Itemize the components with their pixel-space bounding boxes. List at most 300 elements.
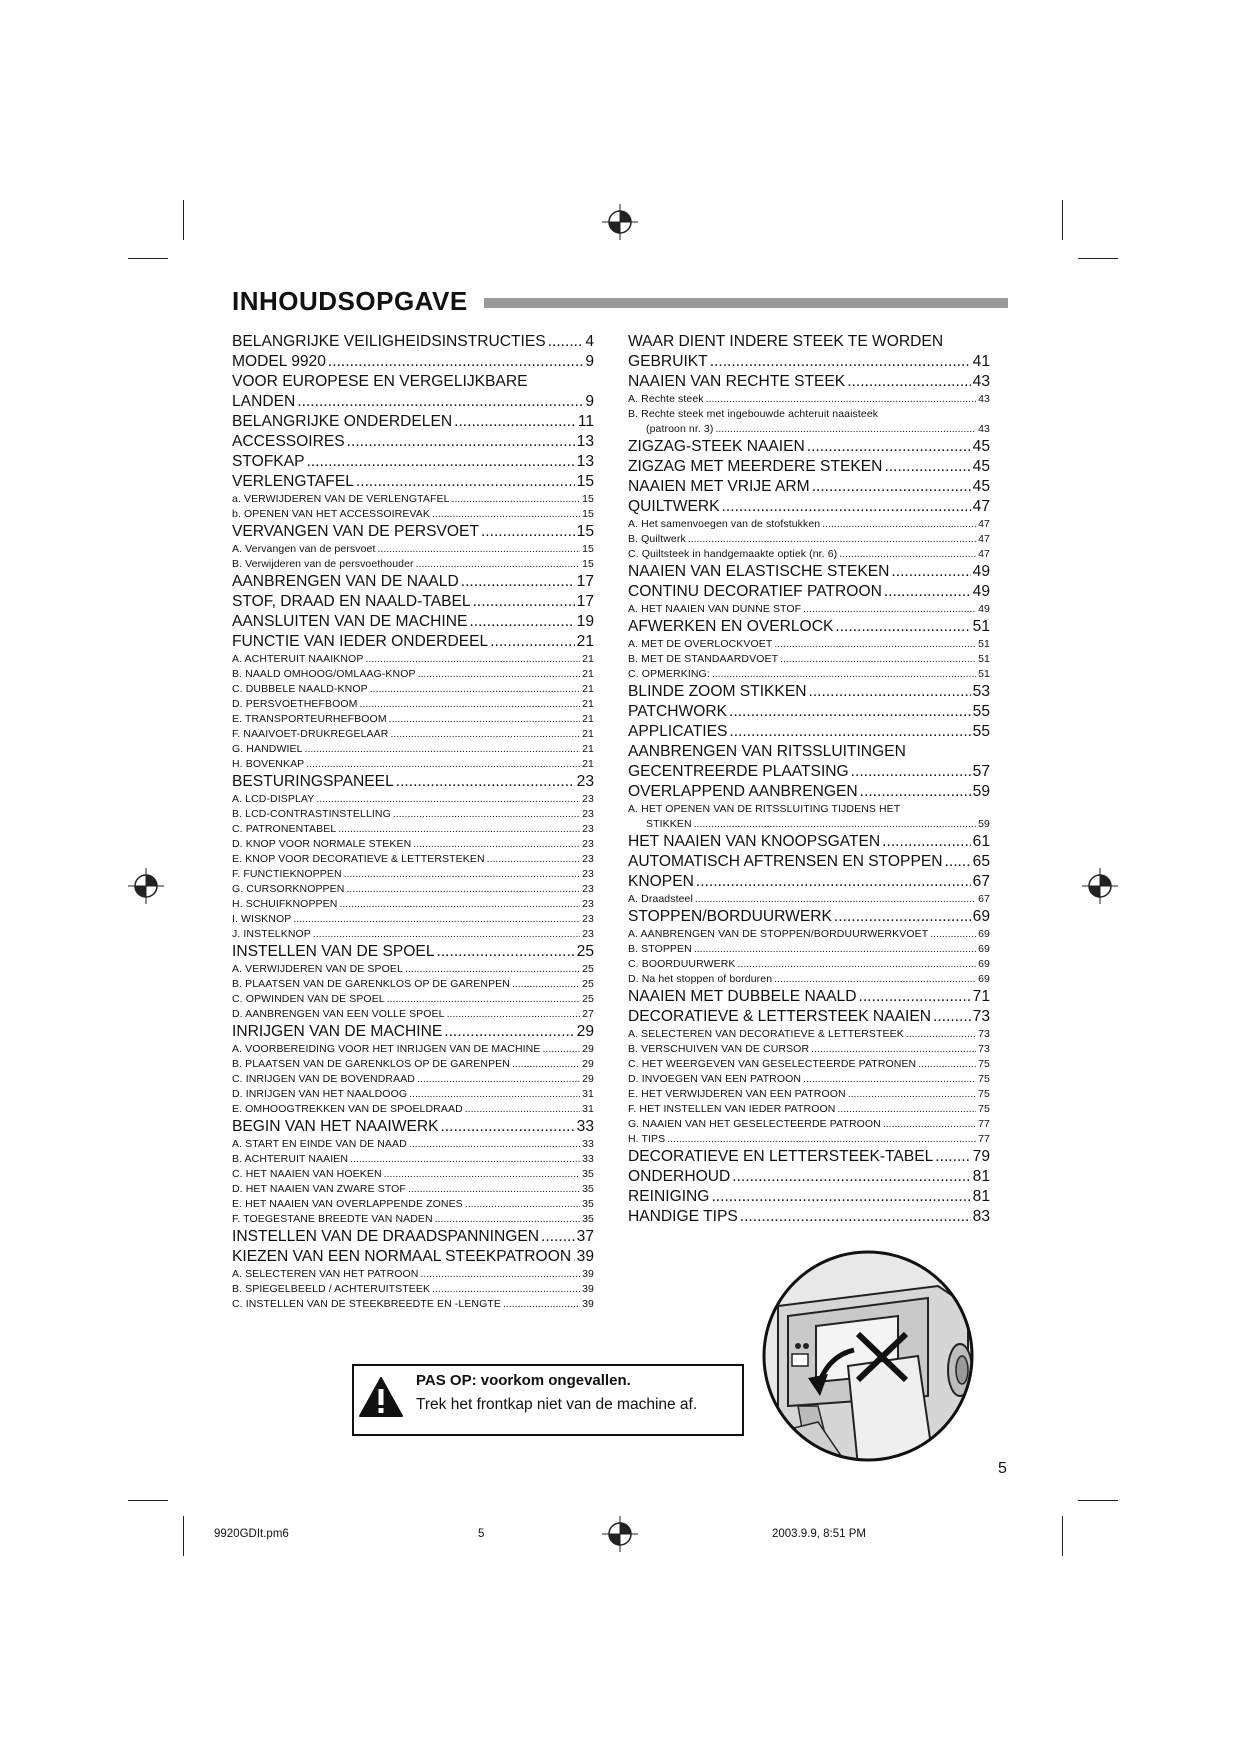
toc-entry-title: F. NAAIVOET-DRUKREGELAAR <box>232 729 389 740</box>
toc-subentry <box>628 654 990 669</box>
toc-subentry <box>232 1139 594 1154</box>
toc-page-number: 15 <box>582 494 594 505</box>
toc-entry-title: GEBRUIKT <box>628 354 708 370</box>
toc-subentry <box>232 1284 594 1299</box>
toc-page-number: 11 <box>577 414 594 430</box>
toc-page-number: 27 <box>582 1009 594 1020</box>
toc-leader-dots <box>694 819 976 830</box>
toc-page-number: 23 <box>582 869 594 880</box>
toc-subentry <box>232 654 594 669</box>
toc-leader-dots <box>803 604 976 615</box>
toc-entry-title: G. NAAIEN VAN HET GESELECTEERDE PATROON <box>628 1119 881 1130</box>
toc-leader-dots <box>305 744 581 755</box>
toc-page-number: 49 <box>972 564 990 580</box>
toc-subentry <box>628 974 990 989</box>
toc-leader-dots <box>732 1169 970 1185</box>
toc-page-number: 49 <box>972 584 990 600</box>
toc-subentry <box>628 944 990 959</box>
toc-entry <box>232 614 594 634</box>
toc-leader-dots <box>313 929 580 940</box>
toc-subentry <box>232 684 594 699</box>
toc-page-number: 65 <box>972 854 990 870</box>
toc-entry <box>232 354 594 374</box>
toc-page-number: 4 <box>585 334 594 350</box>
toc-subentry <box>628 894 990 909</box>
title-rule <box>484 298 1008 308</box>
toc-leader-dots <box>884 459 970 475</box>
toc-entry-title: B. LCD-CONTRASTINSTELLING <box>232 809 391 820</box>
toc-entry-title: B. ACHTERUIT NAAIEN <box>232 1154 349 1165</box>
toc-leader-dots <box>441 1119 575 1135</box>
toc-subentry <box>232 1104 594 1119</box>
toc-page-number: 45 <box>972 479 990 495</box>
toc-page-number: 23 <box>582 794 594 805</box>
toc-subentry <box>232 1074 594 1089</box>
toc-subentry <box>232 744 594 759</box>
toc-leader-dots <box>930 929 976 940</box>
toc-page-number: 15 <box>576 524 594 540</box>
crop-mark <box>183 1516 184 1556</box>
toc-entry-title: F. TOEGESTANE BREEDTE VAN NADEN <box>232 1214 433 1225</box>
toc-page-number: 61 <box>972 834 990 850</box>
toc-subentry <box>628 819 990 834</box>
toc-page-number: 23 <box>582 809 594 820</box>
toc-entry <box>628 499 990 519</box>
toc-page-number: 21 <box>582 684 594 695</box>
toc-page-number: 9 <box>585 394 594 410</box>
toc-leader-dots <box>384 1169 580 1180</box>
toc-subentry <box>628 534 990 549</box>
toc-subentry <box>232 1199 594 1214</box>
toc-entry-title: A. HET NAAIEN VAN DUNNE STOF <box>628 604 802 615</box>
toc-page-number: 35 <box>582 1214 594 1225</box>
toc-entry <box>232 394 594 414</box>
toc-leader-dots <box>469 614 574 630</box>
toc-entry-title: ZIGZAG MET MEERDERE STEKEN <box>628 459 883 475</box>
toc-page-number: 21 <box>582 744 594 755</box>
toc-page-number: 75 <box>978 1059 990 1070</box>
toc-leader-dots <box>774 974 976 985</box>
toc-page-number: 21 <box>582 729 594 740</box>
toc-page-number: 73 <box>978 1029 990 1040</box>
toc-leader-dots <box>891 564 970 580</box>
toc-entry-title: H. TIPS <box>628 1134 666 1145</box>
toc-leader-dots <box>328 354 583 370</box>
toc-entry-title: D. INVOEGEN VAN EEN PATROON <box>628 1074 802 1085</box>
toc-page-number: 79 <box>972 1149 990 1165</box>
toc-entry <box>232 944 594 964</box>
toc-subentry <box>232 899 594 914</box>
toc-entry <box>628 374 990 394</box>
toc-entry-title: ONDERHOUD <box>628 1169 731 1185</box>
toc-subentry <box>628 1134 990 1149</box>
toc-page-number: 51 <box>972 619 990 635</box>
toc-page-number: 29 <box>582 1074 594 1085</box>
toc-entry-title: MODEL 9920 <box>232 354 326 370</box>
toc-page-number: 17 <box>576 574 594 590</box>
toc-subentry <box>628 519 990 534</box>
toc-entry <box>628 874 990 894</box>
toc-leader-dots <box>481 524 575 540</box>
toc-page-number: 59 <box>972 784 990 800</box>
toc-entry-title: C. OPWINDEN VAN DE SPOEL <box>232 994 385 1005</box>
toc-leader-dots <box>473 594 575 610</box>
toc-entry-title: BLINDE ZOOM STIKKEN <box>628 684 807 700</box>
toc-page-number: 71 <box>972 989 990 1005</box>
toc-entry-title: A. HET OPENEN VAN DE RITSSLUITING TIJDENS HET <box>628 804 901 815</box>
toc-entry <box>232 1249 594 1269</box>
toc-entry <box>628 1009 990 1029</box>
toc-leader-dots <box>945 854 971 870</box>
toc-entry-title: DECORATIEVE & LETTERSTEEK NAAIEN <box>628 1009 931 1025</box>
toc-leader-dots <box>906 1029 976 1040</box>
toc-page-number: 69 <box>978 974 990 985</box>
toc-page-number: 41 <box>972 354 990 370</box>
toc-subentry <box>232 1044 594 1059</box>
toc-entry-title: E. TRANSPORTEURHEFBOOM <box>232 714 387 725</box>
toc-leader-dots <box>710 354 971 370</box>
toc-page-number: 13 <box>576 434 594 450</box>
toc-leader-dots <box>706 394 976 405</box>
toc-leader-dots <box>487 854 580 865</box>
toc-page-number: 39 <box>582 1269 594 1280</box>
toc-entry <box>628 584 990 604</box>
toc-page-number: 25 <box>582 964 594 975</box>
toc-entry-title: NAAIEN MET VRIJE ARM <box>628 479 810 495</box>
toc-entry <box>628 334 990 354</box>
toc-entry-title: NAAIEN MET DUBBELE NAALD <box>628 989 857 1005</box>
toc-entry-title: B. Quiltwerk <box>628 534 686 545</box>
toc-entry-title: B. STOPPEN <box>628 944 692 955</box>
toc-leader-dots <box>884 584 971 600</box>
toc-page-number: 67 <box>978 894 990 905</box>
toc-leader-dots <box>316 794 580 805</box>
crop-mark <box>128 1500 168 1501</box>
toc-entry <box>232 334 594 354</box>
toc-subentry <box>232 714 594 729</box>
toc-entry <box>628 764 990 784</box>
toc-page-number: 57 <box>972 764 990 780</box>
toc-entry <box>628 1189 990 1209</box>
toc-entry-title: AFWERKEN EN OVERLOCK <box>628 619 834 635</box>
toc-page-number: 15 <box>582 544 594 555</box>
toc-right-column <box>628 334 990 1229</box>
toc-subentry <box>628 639 990 654</box>
toc-leader-dots <box>712 669 976 680</box>
toc-subentry <box>232 1154 594 1169</box>
toc-subentry <box>628 959 990 974</box>
toc-leader-dots <box>421 1269 581 1280</box>
toc-subentry <box>232 929 594 944</box>
toc-entry-title: E. HET VERWIJDEREN VAN EEN PATROON <box>628 1089 846 1100</box>
toc-entry-title: A. AANBRENGEN VAN DE STOPPEN/BORDUURWERKVOET <box>628 929 929 940</box>
toc-page-number: 59 <box>978 819 990 830</box>
toc-subentry <box>232 1299 594 1314</box>
toc-subentry <box>232 839 594 854</box>
toc-page-number: 51 <box>978 639 990 650</box>
toc-page-number: 25 <box>582 979 594 990</box>
toc-entry-title: A. Vervangen van de persvoet <box>232 544 376 555</box>
toc-entry <box>232 634 594 654</box>
toc-entry-title: C. DUBBELE NAALD-KNOP <box>232 684 368 695</box>
toc-entry-title: STOPPEN/BORDUURWERK <box>628 909 832 925</box>
toc-entry-title: a. VERWIJDEREN VAN DE VERLENGTAFEL <box>232 494 450 505</box>
toc-entry-title: STOF, DRAAD EN NAALD-TABEL <box>232 594 471 610</box>
toc-subentry <box>232 559 594 574</box>
toc-page-number: 23 <box>582 854 594 865</box>
toc-leader-dots <box>356 474 575 490</box>
toc-page-number: 45 <box>972 439 990 455</box>
toc-entry-title: INSTELLEN VAN DE DRAADSPANNINGEN <box>232 1229 540 1245</box>
toc-page-number: 33 <box>576 1119 594 1135</box>
registration-mark-icon <box>1082 868 1118 904</box>
toc-subentry <box>232 729 594 744</box>
toc-entry-title: B. NAALD OMHOOG/OMLAAG-KNOP <box>232 669 416 680</box>
toc-entry-title: C. HET WEERGEVEN VAN GESELECTEERDE PATRONEN <box>628 1059 917 1070</box>
toc-entry <box>232 1119 594 1139</box>
toc-subentry <box>232 824 594 839</box>
toc-page-number: 31 <box>582 1089 594 1100</box>
toc-leader-dots <box>918 1059 976 1070</box>
toc-entry-title: B. SPIEGELBEELD / ACHTERUITSTEEK <box>232 1284 431 1295</box>
toc-subentry <box>232 1269 594 1284</box>
registration-mark-icon <box>602 1516 638 1552</box>
toc-leader-dots <box>835 619 970 635</box>
toc-entry <box>628 834 990 854</box>
toc-entry-title: B. MET DE STANDAARDVOET <box>628 654 779 665</box>
toc-entry <box>628 854 990 874</box>
toc-leader-dots <box>811 1044 976 1055</box>
toc-page-number: 23 <box>582 839 594 850</box>
toc-entry-title: A. MET DE OVERLOCKVOET <box>628 639 773 650</box>
footer-page: 5 <box>478 1528 485 1540</box>
toc-leader-dots <box>809 684 971 700</box>
toc-leader-dots <box>774 639 976 650</box>
toc-entry-title: AANBRENGEN VAN RITSSLUITINGEN <box>628 744 906 760</box>
toc-leader-dots <box>416 559 580 570</box>
toc-entry-title: A. SELECTEREN VAN HET PATROON <box>232 1269 419 1280</box>
toc-leader-dots <box>377 544 580 555</box>
toc-entry-title: APPLICATIES <box>628 724 728 740</box>
toc-page-number: 47 <box>972 499 990 515</box>
toc-leader-dots <box>413 839 580 850</box>
toc-leader-dots <box>541 1229 575 1245</box>
toc-entry-title: OVERLAPPEND AANBRENGEN <box>628 784 858 800</box>
toc-entry <box>628 459 990 479</box>
toc-leader-dots <box>512 979 580 990</box>
toc-leader-dots <box>461 574 575 590</box>
toc-page-number: 69 <box>972 909 990 925</box>
toc-page-number: 69 <box>978 944 990 955</box>
toc-entry-title: B. PLAATSEN VAN DE GARENKLOS OP DE GARENPEN <box>232 1059 510 1070</box>
toc-leader-dots <box>390 729 580 740</box>
toc-leader-dots <box>297 394 583 410</box>
toc-entry-title: BELANGRIJKE VEILIGHEIDSINSTRUCTIES <box>232 334 546 350</box>
toc-page-number: 75 <box>978 1074 990 1085</box>
toc-entry-title: A. ACHTERUIT NAAIKNOP <box>232 654 364 665</box>
toc-leader-dots <box>688 534 976 545</box>
toc-leader-dots <box>834 909 971 925</box>
toc-page-number: 73 <box>972 1009 990 1025</box>
toc-page-number: 43 <box>978 394 990 405</box>
toc-entry-title: INSTELLEN VAN DE SPOEL <box>232 944 435 960</box>
toc-page-number: 43 <box>978 424 990 435</box>
toc-entry-title: F. HET INSTELLEN VAN IEDER PATROON <box>628 1104 836 1115</box>
toc-leader-dots <box>417 1074 580 1085</box>
toc-leader-dots <box>293 914 580 925</box>
toc-page-number: 43 <box>972 374 990 390</box>
toc-entry-title: C. OPMERKING: <box>628 669 710 680</box>
toc-leader-dots <box>387 994 580 1005</box>
toc-subentry <box>232 494 594 509</box>
toc-page-number: 37 <box>576 1229 594 1245</box>
toc-leader-dots <box>837 1104 976 1115</box>
toc-entry-title: STOFKAP <box>232 454 305 470</box>
toc-entry-title: NAAIEN VAN ELASTISCHE STEKEN <box>628 564 890 580</box>
page-title: INHOUDSOPGAVE <box>232 286 468 316</box>
toc-leader-dots <box>338 824 580 835</box>
toc-leader-dots <box>883 1119 976 1130</box>
toc-page-number: 25 <box>582 994 594 1005</box>
toc-page-number: 19 <box>576 614 594 630</box>
toc-subentry <box>232 544 594 559</box>
toc-entry-title: INRIJGEN VAN DE MACHINE <box>232 1024 443 1040</box>
toc-entry <box>232 774 594 794</box>
toc-leader-dots <box>346 884 580 895</box>
crop-mark <box>1062 200 1063 240</box>
toc-page-number: 23 <box>582 899 594 910</box>
toc-entry-title: A. VOORBEREIDING VOOR HET INRIJGEN VAN DE MACHINE <box>232 1044 541 1055</box>
toc-leader-dots <box>347 434 575 450</box>
toc-page-number: 23 <box>576 774 594 790</box>
toc-page-number: 35 <box>582 1169 594 1180</box>
toc-subentry <box>628 394 990 409</box>
toc-entry-title: A. VERWIJDEREN VAN DE SPOEL <box>232 964 403 975</box>
toc-subentry <box>232 1059 594 1074</box>
toc-leader-dots <box>393 809 580 820</box>
toc-leader-dots <box>307 454 575 470</box>
toc-leader-dots <box>722 499 971 515</box>
toc-entry-title: D. PERSVOETHEFBOOM <box>232 699 358 710</box>
toc-entry <box>232 434 594 454</box>
toc-subentry <box>232 914 594 929</box>
toc-leader-dots <box>389 714 580 725</box>
toc-entry <box>232 1229 594 1249</box>
crop-mark <box>128 258 168 259</box>
toc-entry <box>628 704 990 724</box>
toc-entry <box>232 524 594 544</box>
toc-page-number: 83 <box>972 1209 990 1225</box>
toc-subentry <box>232 964 594 979</box>
toc-leader-dots <box>432 509 580 520</box>
toc-leader-dots <box>437 944 575 960</box>
toc-entry-title: C. BOORDUURWERK <box>628 959 736 970</box>
warning-triangle-icon <box>358 1376 404 1418</box>
toc-page-number: 81 <box>972 1189 990 1205</box>
toc-leader-dots <box>933 1009 971 1025</box>
toc-page-number: 21 <box>582 714 594 725</box>
toc-page-number: 53 <box>972 684 990 700</box>
toc-leader-dots <box>667 1134 976 1145</box>
toc-leader-dots <box>694 944 976 955</box>
toc-subentry <box>628 804 990 819</box>
toc-entry-title: A. SELECTEREN VAN DECORATIEVE & LETTERSTEEK <box>628 1029 904 1040</box>
toc-entry-title: E. OMHOOGTREKKEN VAN DE SPOELDRAAD <box>232 1104 463 1115</box>
toc-entry-title: C. Quiltsteek in handgemaakte optiek (nr. 6) <box>628 549 838 560</box>
toc-leader-dots <box>711 1189 970 1205</box>
toc-leader-dots <box>447 1009 581 1020</box>
toc-entry-title: ACCESSOIRES <box>232 434 345 450</box>
toc-leader-dots <box>432 1284 580 1295</box>
toc-leader-dots <box>715 424 976 435</box>
toc-subentry <box>232 759 594 774</box>
toc-entry <box>628 1209 990 1229</box>
toc-page-number: 39 <box>576 1249 594 1265</box>
toc-leader-dots <box>548 334 584 350</box>
toc-leader-dots <box>418 669 581 680</box>
crop-mark <box>1062 1516 1063 1556</box>
toc-leader-dots <box>465 1104 580 1115</box>
toc-page-number: 67 <box>972 874 990 890</box>
toc-subentry <box>232 1009 594 1024</box>
toc-entry-title: A. Het samenvoegen van de stofstukken <box>628 519 821 530</box>
toc-entry-title: HANDIGE TIPS <box>628 1209 738 1225</box>
toc-entry <box>628 1169 990 1189</box>
toc-leader-dots <box>306 759 580 770</box>
toc-entry <box>628 439 990 459</box>
toc-leader-dots <box>512 1059 580 1070</box>
toc-subentry <box>232 1214 594 1229</box>
toc-entry <box>628 619 990 639</box>
toc-page-number: 21 <box>582 654 594 665</box>
toc-entry-title: PATCHWORK <box>628 704 728 720</box>
toc-subentry <box>232 869 594 884</box>
toc-entry-title: WAAR DIENT INDERE STEEK TE WORDEN <box>628 334 944 350</box>
toc-leader-dots <box>935 1149 970 1165</box>
crop-mark <box>183 200 184 240</box>
toc-entry-title: A. Draadsteel <box>628 894 693 905</box>
toc-page-number: 47 <box>978 519 990 530</box>
toc-leader-dots <box>729 724 970 740</box>
toc-subentry <box>232 884 594 899</box>
toc-entry-title: AANBRENGEN VAN DE NAALD <box>232 574 459 590</box>
toc-leader-dots <box>848 1089 976 1100</box>
toc-leader-dots <box>542 1044 580 1055</box>
toc-leader-dots <box>503 1299 580 1310</box>
crop-mark <box>1078 258 1118 259</box>
toc-page-number: 77 <box>978 1119 990 1130</box>
toc-entry <box>628 724 990 744</box>
toc-leader-dots <box>344 869 580 880</box>
toc-page-number: 39 <box>582 1299 594 1310</box>
warning-text: Trek het frontkap niet van de machine af. <box>416 1396 698 1413</box>
toc-entry <box>628 684 990 704</box>
toc-leader-dots <box>573 1249 575 1265</box>
toc-entry-title: DECORATIEVE EN LETTERSTEEK-TABEL <box>628 1149 934 1165</box>
toc-entry-title: A. Rechte steek <box>628 394 704 405</box>
toc-page-number: 21 <box>576 634 594 650</box>
toc-leader-dots <box>359 699 580 710</box>
toc-entry-title: REINIGING <box>628 1189 710 1205</box>
toc-leader-dots <box>452 494 581 505</box>
toc-subentry <box>232 854 594 869</box>
toc-page-number: 13 <box>576 454 594 470</box>
toc-leader-dots <box>409 1089 580 1100</box>
toc-subentry <box>232 1089 594 1104</box>
toc-entry-title: KIEZEN VAN EEN NORMAAL STEEKPATROON <box>232 1249 572 1265</box>
toc-leader-dots <box>882 834 970 850</box>
toc-page-number: 35 <box>582 1184 594 1195</box>
